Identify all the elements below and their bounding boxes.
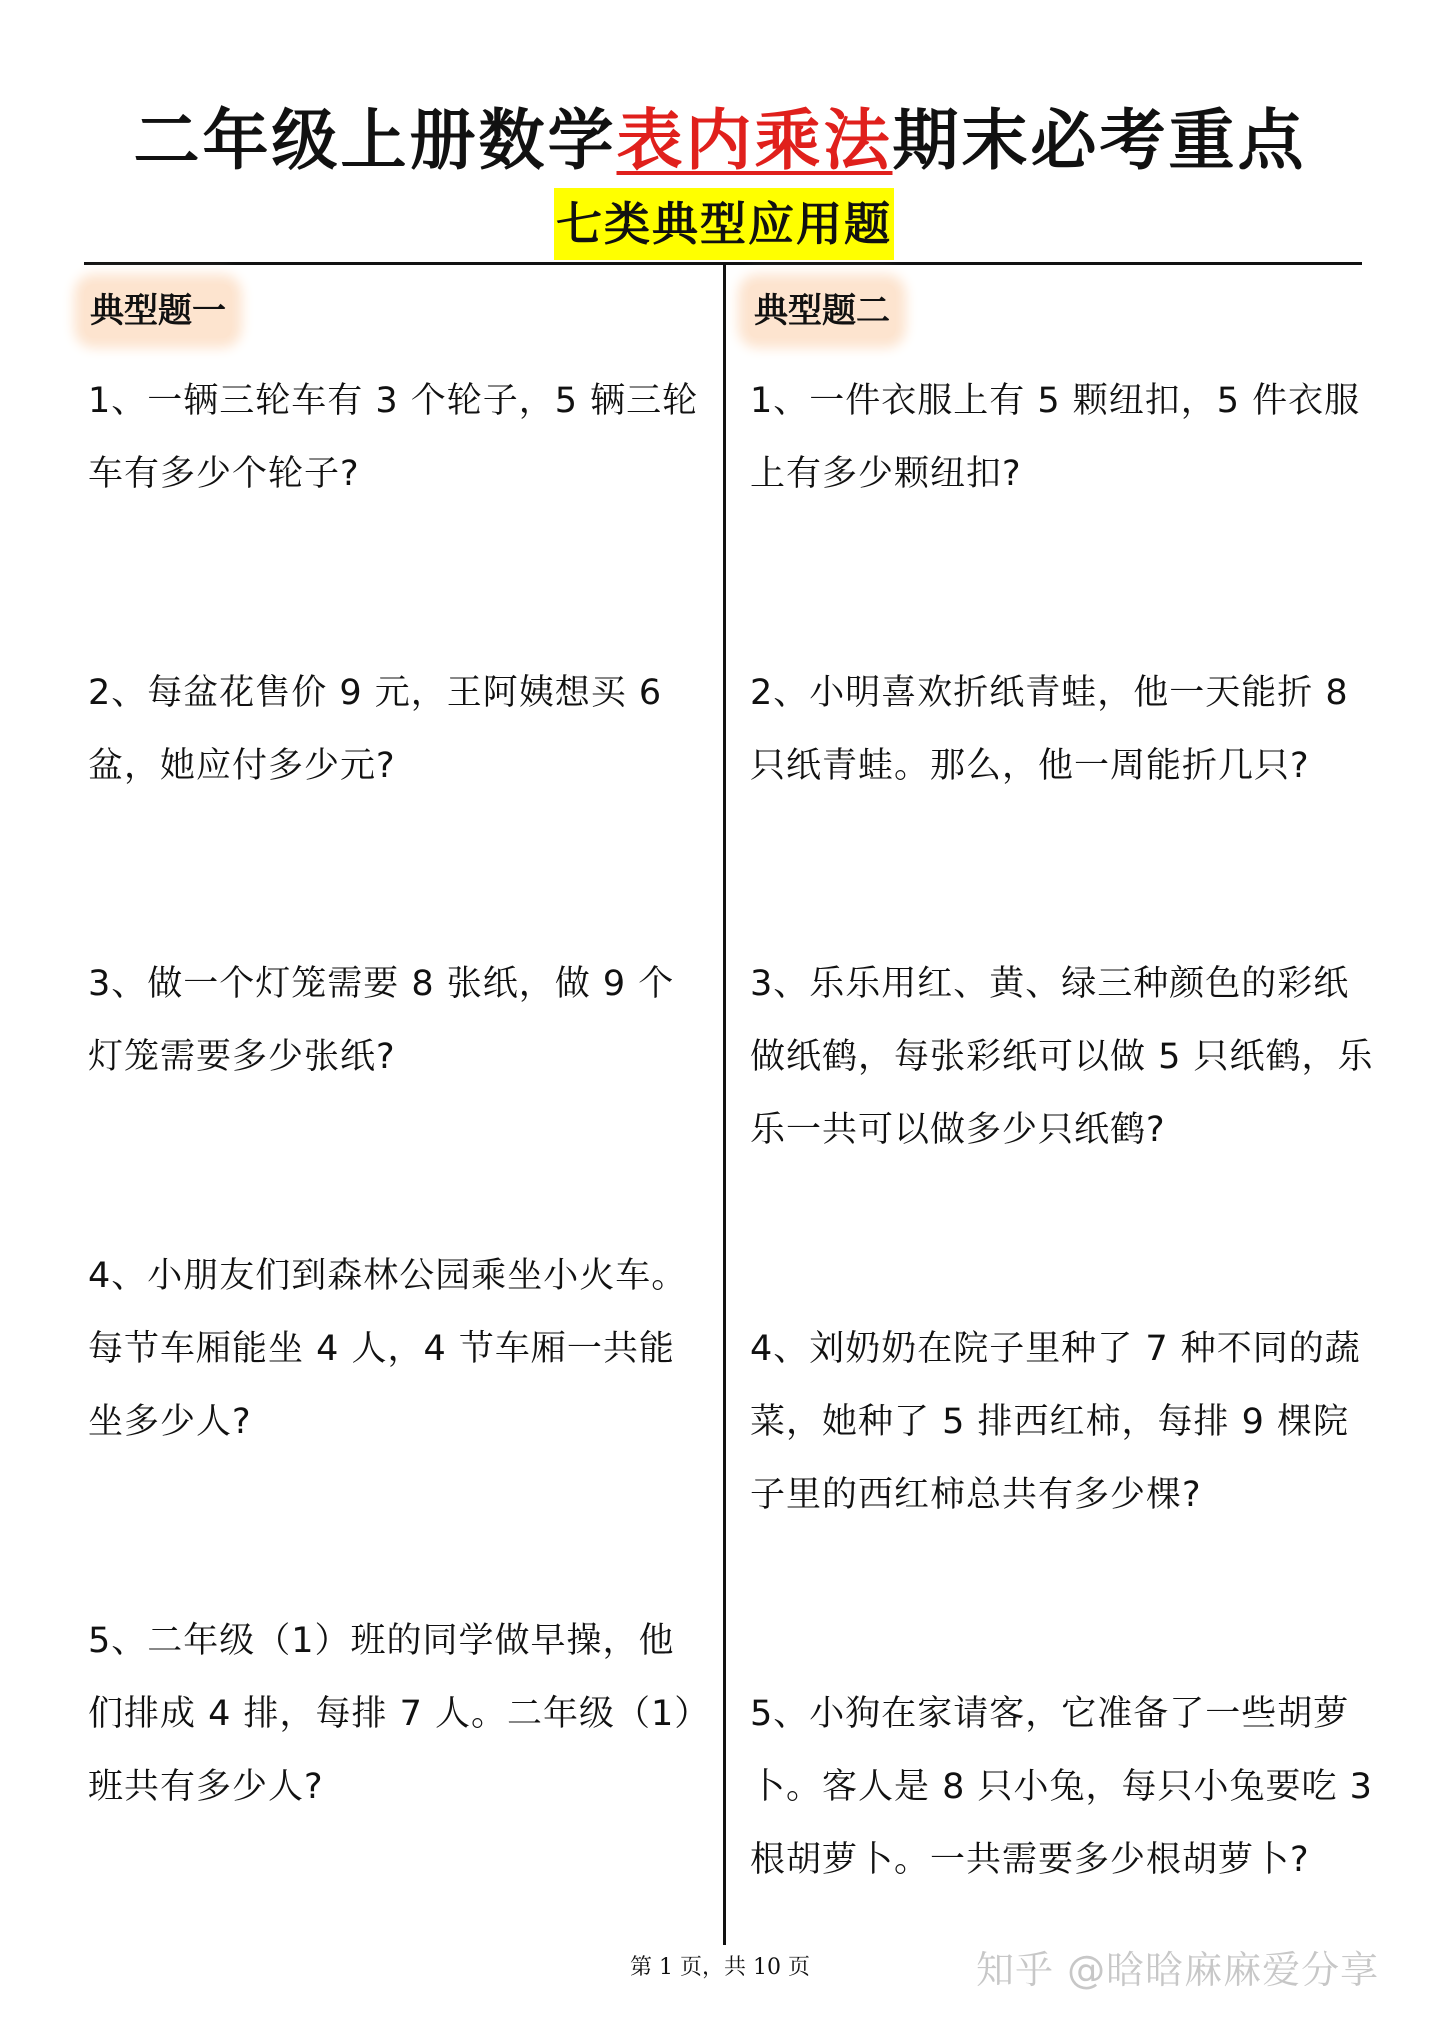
right-question-3: 3、乐乐用红、黄、绿三种颜色的彩纸做纸鹤，每张彩纸可以做 5 只纸鹤，乐乐一共可以做多少只纸鹤? xyxy=(750,964,1374,1150)
left-section-heading: 典型题一 xyxy=(84,284,232,338)
page-subtitle: 七类典型应用题 xyxy=(554,188,894,260)
title-suffix: 期末必考重点 xyxy=(892,102,1307,179)
left-question-5: 5、二年级（1）班的同学做早操，他们排成 4 排，每排 7 人。二年级（1）班共有多少人? xyxy=(88,1621,693,1807)
page-number: 第 1 页，共 10 页 xyxy=(630,1955,810,1980)
page-title xyxy=(0,96,1440,186)
title-prefix: 二年级上册数学 xyxy=(133,102,617,179)
left-question-1: 1、一辆三轮车有 3 个轮子，5 辆三轮车有多少个轮子? xyxy=(88,381,699,494)
left-question-3: 3、做一个灯笼需要 8 张纸，做 9 个灯笼需要多少张纸? xyxy=(88,964,675,1077)
right-question-2: 2、小明喜欢折纸青蛙，他一天能折 8 只纸青蛙。那么，他一周能折几只? xyxy=(750,673,1349,786)
column-divider xyxy=(723,265,726,1945)
title-highlight: 表内乘法 xyxy=(616,102,893,179)
watermark: 知乎 @晗晗麻麻爱分享 xyxy=(976,1948,1380,1992)
right-question-5: 5、小狗在家请客，它准备了一些胡萝卜。客人是 8 只小兔，每只小兔要吃 3 根胡萝卜。一共需要多少根胡萝卜? xyxy=(750,1694,1373,1880)
left-question-4: 4、小朋友们到森林公园乘坐小火车。每节车厢能坐 4 人，4 节车厢一共能坐多少人? xyxy=(88,1256,688,1442)
left-question-2: 2、每盆花售价 9 元，王阿姨想买 6 盆，她应付多少元? xyxy=(88,673,663,786)
right-section-heading: 典型题二 xyxy=(748,284,896,338)
right-question-4: 4、刘奶奶在院子里种了 7 种不同的蔬菜，她种了 5 排西红柿，每排 9 棵院子里的西红柿总共有多少棵? xyxy=(750,1329,1361,1515)
right-question-1: 1、一件衣服上有 5 颗纽扣，5 件衣服上有多少颗纽扣? xyxy=(750,381,1361,494)
